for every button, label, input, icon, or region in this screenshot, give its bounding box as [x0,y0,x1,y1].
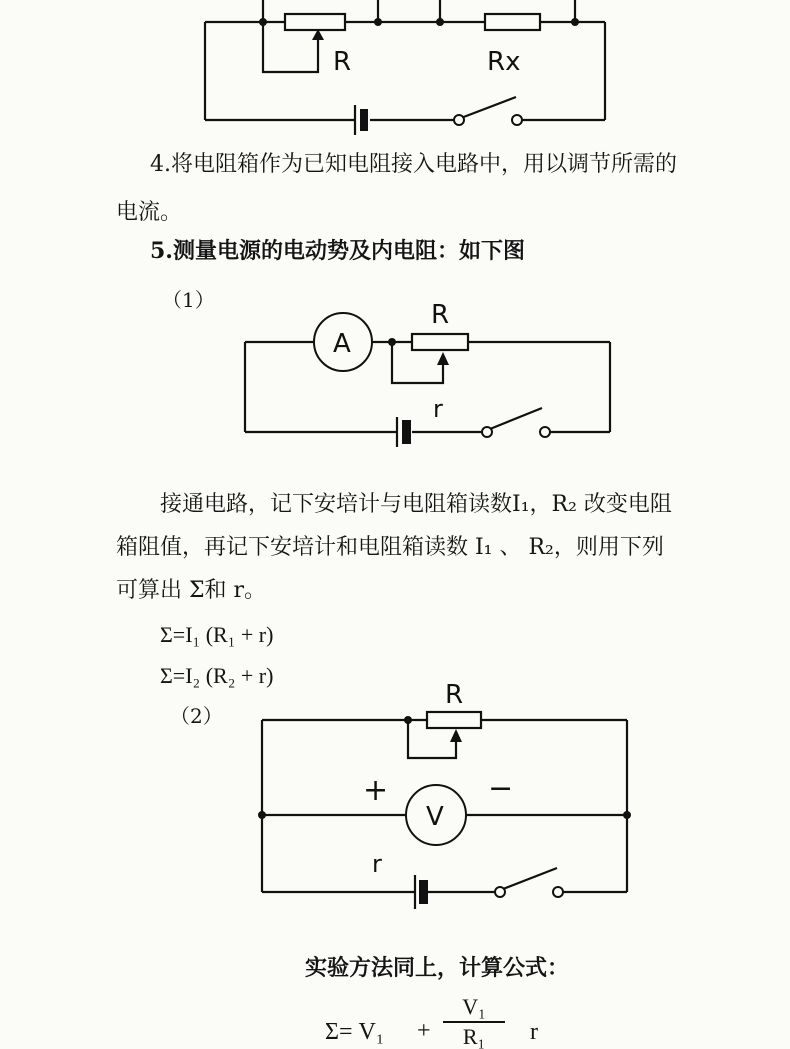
battery-negative-plate [419,880,428,904]
junction-dot [259,18,267,26]
circuit-one [245,334,610,447]
switch-lever [490,408,542,429]
positive-terminal-label: + [363,773,389,808]
item-5-heading: 5.测量电源的电动势及内电阻：如下图 [150,238,525,264]
negative-terminal-label: − [488,771,514,806]
switch-terminal [495,887,505,897]
fraction-bar [443,1021,505,1023]
paragraph-line-1: 接通电路，记下安培计与电阻箱读数I₁，R₂ 改变电阻 [160,492,672,517]
switch-lever [503,868,557,889]
switch-terminal [553,887,563,897]
switch-terminal [512,115,522,125]
item-4-line-2: 电流。 [116,200,183,225]
junction-dot [571,18,579,26]
formula-2: Σ=I₂ (R₂ + r) [160,663,274,688]
fraction-denominator: R₁ [462,1024,486,1049]
rheostat-label: R [445,680,464,710]
junction-dot [388,338,396,346]
switch-terminal [540,427,550,437]
fraction-numerator: V₁ [462,994,486,1019]
paragraph-line-3: 可算出 Σ和 r。 [116,578,267,603]
rheostat-label: R [431,300,450,330]
final-formula-plus: + [417,1018,431,1044]
rheostat-label: R [333,47,352,77]
junction-dot [258,811,266,819]
final-formula-fraction [443,995,505,1049]
item-4-line-1: 4.将电阻箱作为已知电阻接入电路中，用以调节所需的 [150,152,677,177]
junction-dot [374,18,382,26]
switch-terminal [454,115,464,125]
internal-resistance-label: r [433,395,443,423]
switch-terminal [482,427,492,437]
paragraph-line-2: 箱阻值，再记下安培计和电阻箱读数 I₁ 、 R₂，则用下列 [116,535,664,560]
internal-resistance-label: r [372,850,382,878]
formula-1: Σ=I₁ (R₁ + r) [160,622,274,647]
part-2-label: （2） [170,704,223,728]
final-formula-tail: r [530,1019,538,1045]
junction-dot [436,18,444,26]
final-formula-lhs: Σ= V₁ [325,1019,385,1045]
method-line: 实验方法同上，计算公式： [305,955,570,981]
resistor-symbol [485,14,540,30]
voltmeter-label: V [426,802,444,832]
ammeter-label: A [333,329,351,359]
slider-arrow-icon [437,352,449,365]
rheostat-symbol [427,712,481,728]
slider-arrow-icon [450,729,462,742]
resistor-label: Rx [487,47,521,77]
part-1-label: （1） [162,288,215,312]
rheostat-symbol [412,334,468,350]
switch-lever [461,97,516,118]
battery-negative-plate [402,420,411,444]
junction-dot [623,811,631,819]
rheostat-symbol [285,14,345,30]
junction-dot [404,716,412,724]
battery-negative-plate [360,109,368,131]
